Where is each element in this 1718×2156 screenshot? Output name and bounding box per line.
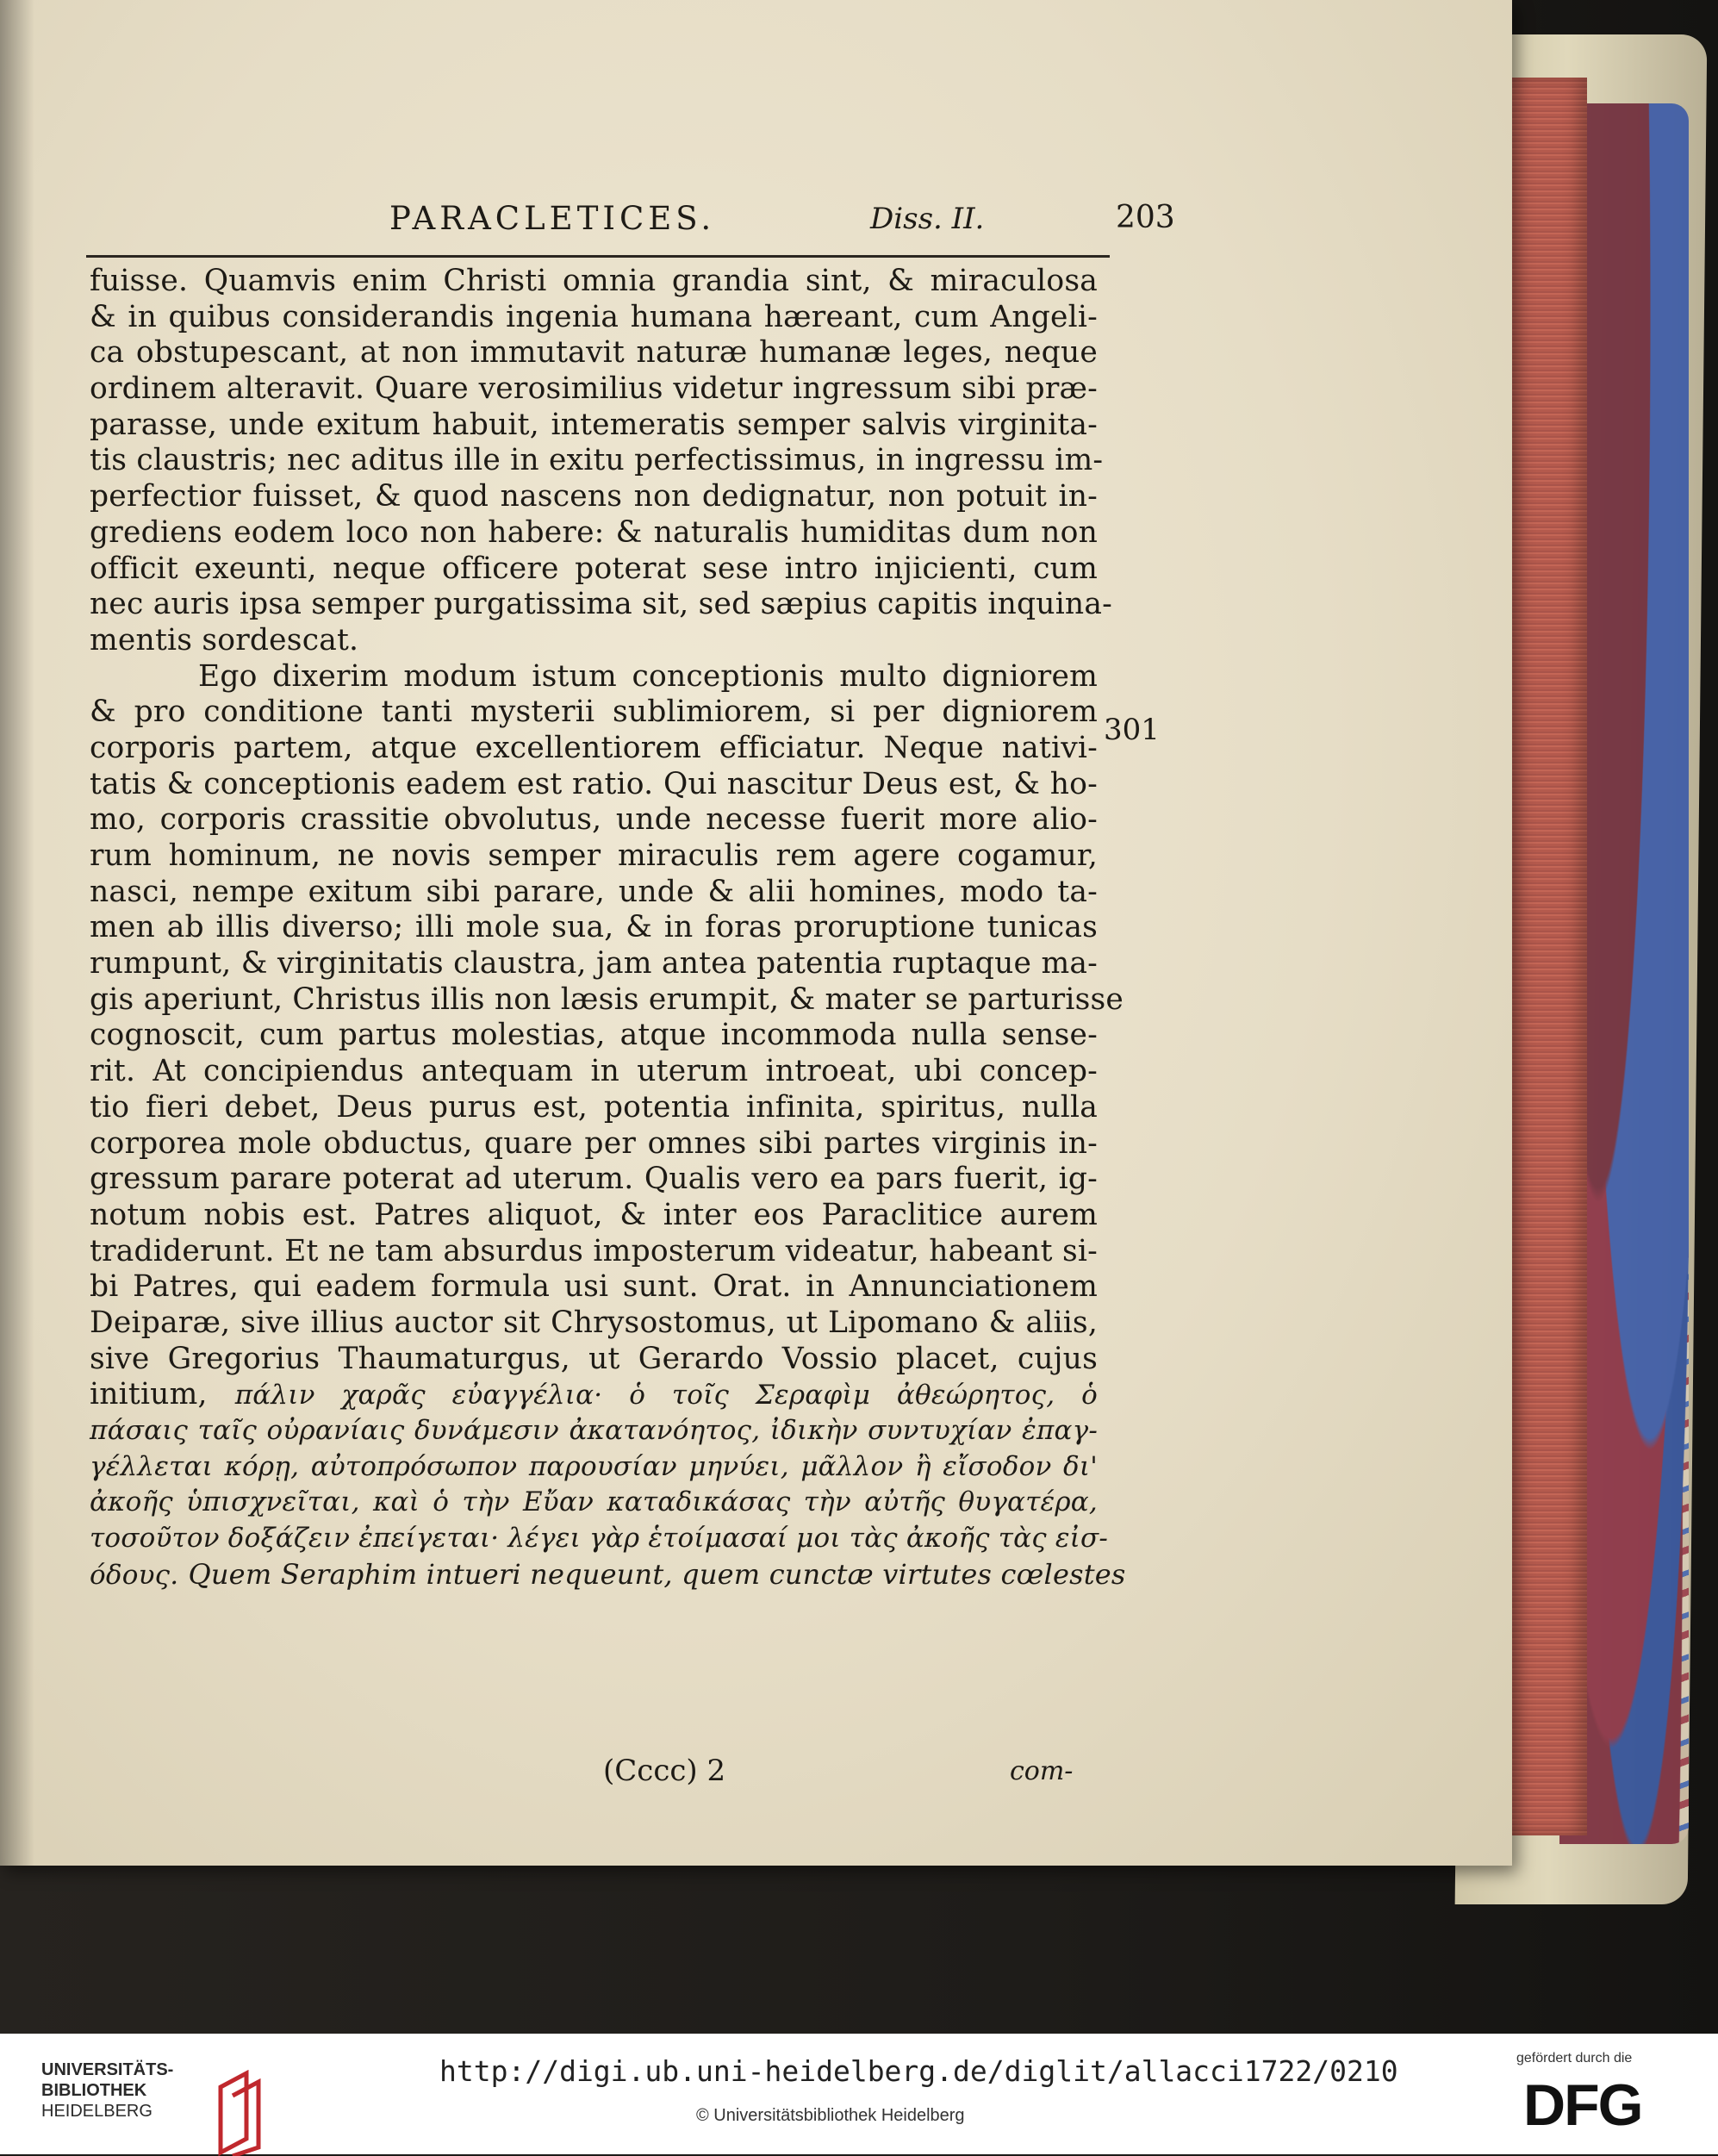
text-line: nasci, nempe exitum sibi parare, unde & alii homines, modo ta- bbox=[90, 874, 1098, 909]
greek-line: πάσαις ταῖς οὐρανίαις δυνάμεσιν ἀκατανόητος, ἰδικὴν συντυχίαν ἐπαγ- bbox=[90, 1415, 1098, 1446]
text-line: cognoscit, cum partus molestias, atque incommoda nulla sense- bbox=[90, 1018, 1098, 1053]
logo-line: HEIDELBERG bbox=[41, 2102, 153, 2121]
text-line: tatis & conceptionis eadem est ratio. Qui nascitur Deus est, & ho- bbox=[90, 766, 1098, 801]
greek-text: όδους. bbox=[90, 1559, 179, 1591]
head-rule bbox=[86, 255, 1110, 258]
text-line: officit exeunti, neque officere poterat sese intro injicienti, cum bbox=[90, 551, 1098, 586]
signature-mark: (Cccc) 2 bbox=[603, 1754, 726, 1788]
copyright-notice: © Universitätsbibliothek Heidelberg bbox=[696, 2106, 965, 2125]
text-line: ca obstupescant, at non immutavit naturæ humanæ leges, neque bbox=[90, 335, 1098, 371]
text-line: rit. At concipiendus antequam in uterum introeat, ubi concep- bbox=[90, 1054, 1098, 1089]
text-line: notum nobis est. Patres aliquot, & inter eos Paraclitice aurem bbox=[90, 1197, 1098, 1232]
greek-line: τοσοῦτον δοξάζειν ἐπείγεται· λέγει γὰρ ἑτοίμασαί μοι τὰς ἀκοῆς τὰς εἰσ- bbox=[90, 1523, 1109, 1555]
greek-line bbox=[90, 1377, 1098, 1413]
text-line: corporea mole obductus, quare per omnes sibi partes virginis in- bbox=[90, 1125, 1098, 1161]
text-line: grediens eodem loco non habere: & naturalis humiditas dum non bbox=[90, 514, 1098, 550]
text-line: sive Gregorius Thaumaturgus, ut Gerardo Vossio placet, cujus bbox=[90, 1341, 1098, 1376]
permalink-url[interactable]: http://digi.ub.uni-heidelberg.de/diglit/allacci1722/0210 bbox=[439, 2054, 1398, 2088]
latin-italic-text: Quem Seraphim intueri nequeunt, quem cunctæ virtutes cœlestes bbox=[188, 1557, 1126, 1591]
text-line: tradiderunt. Et ne tam absurdus imposterum videatur, habeant si- bbox=[90, 1233, 1098, 1268]
page-gutter-shadow bbox=[0, 0, 34, 1866]
text-line: perfectior fuisset, & quod nascens non dedignatur, non potuit in- bbox=[90, 479, 1098, 514]
greek-line: γέλλεται κόρῃ, αὐτοπρόσωπον παρουσίαν μηνύει, μᾶλλον ἢ εἴσοδον δι' bbox=[90, 1450, 1098, 1482]
text-line: gis aperiunt, Christus illis non læsis erumpit, & mater se parturisse bbox=[90, 981, 1124, 1017]
ub-heidelberg-logo[interactable] bbox=[41, 2059, 222, 2128]
text-line: ordinem alteravit. Quare verosimilius videtur ingressum sibi præ- bbox=[90, 371, 1098, 407]
margin-note: 301 bbox=[1104, 713, 1160, 747]
greek-prefix: initium, bbox=[90, 1377, 208, 1412]
text-line: tio fieri debet, Deus purus est, potentia infinita, spiritus, nulla bbox=[90, 1089, 1098, 1125]
greek-line: ἀκοῆς ὑπισχνεῖται, καὶ ὁ τὴν Εὔαν καταδικάσας τὴν αὐτῆς θυγατέρα, bbox=[90, 1486, 1098, 1518]
body-text bbox=[90, 264, 1126, 1592]
text-line: mentis sordescat. bbox=[90, 622, 359, 657]
text-line: parasse, unde exitum habuit, intemeratis semper salvis virginita- bbox=[90, 407, 1098, 442]
text-line: Ego dixerim modum istum conceptionis multo digniorem bbox=[198, 658, 1098, 694]
text-line: & pro conditione tanti mysterii sublimiorem, si per digniorem bbox=[90, 695, 1098, 730]
logo-line: BIBLIOTHEK bbox=[41, 2081, 147, 2100]
catchword: com- bbox=[1010, 1756, 1074, 1786]
text-line: tis claustris; nec aditus ille in exitu perfectissimus, in ingressu im- bbox=[90, 443, 1104, 478]
logo-line: UNIVERSITÄTS- bbox=[41, 2060, 174, 2079]
logo-text bbox=[41, 2059, 173, 2122]
running-head-dissertation: Diss. II. bbox=[870, 202, 985, 236]
text-line: Deiparæ, sive illius auctor sit Chrysostomus, ut Lipomano & aliis, bbox=[90, 1305, 1098, 1340]
text-line: nec auris ipsa semper purgatissima sit, sed sæpius capitis inquina- bbox=[90, 587, 1112, 622]
italic-line bbox=[90, 1557, 1126, 1593]
text-line: & in quibus considerandis ingenia humana hæreant, cum Angeli- bbox=[90, 299, 1098, 334]
page-number: 203 bbox=[1116, 200, 1175, 235]
text-line: men ab illis diverso; illi mole sua, & in foras proruptione tunicas bbox=[90, 910, 1098, 945]
running-head bbox=[86, 200, 1180, 252]
text-line: rum hominum, ne novis semper miraculis rem agere cogamur, bbox=[90, 838, 1098, 873]
greek-text: πάλιν χαρᾶς εὐαγγέλια· ὁ τοῖς Σεραφὶμ ἀθεώρητος, ὁ bbox=[234, 1380, 1098, 1411]
running-head-title: PARACLETICES. bbox=[389, 200, 716, 237]
text-line: gressum parare poterat ad uterum. Qualis vero ea pars fuerit, ig- bbox=[90, 1162, 1098, 1197]
red-fore-edge bbox=[1503, 78, 1587, 1835]
dfg-logo[interactable]: DFG bbox=[1523, 2072, 1642, 2138]
text-line: bi Patres, qui eadem formula usi sunt. Orat. in Annunciationem bbox=[90, 1269, 1098, 1305]
footer-bar bbox=[0, 2034, 1718, 2154]
text-line: rumpunt, & virginitatis claustra, jam antea patentia ruptaque ma- bbox=[90, 946, 1098, 981]
text-line: fuisse. Quamvis enim Christi omnia grandia sint, & miraculosa bbox=[90, 264, 1098, 298]
text-line: mo, corporis crassitie obvolutus, unde necesse fuerit more alio- bbox=[90, 802, 1098, 838]
funded-by-label: gefördert durch die bbox=[1516, 2051, 1633, 2066]
text-line: corporis partem, atque excellentiorem efficiatur. Neque nativi- bbox=[90, 730, 1098, 765]
library-logo-icon bbox=[212, 2070, 272, 2156]
